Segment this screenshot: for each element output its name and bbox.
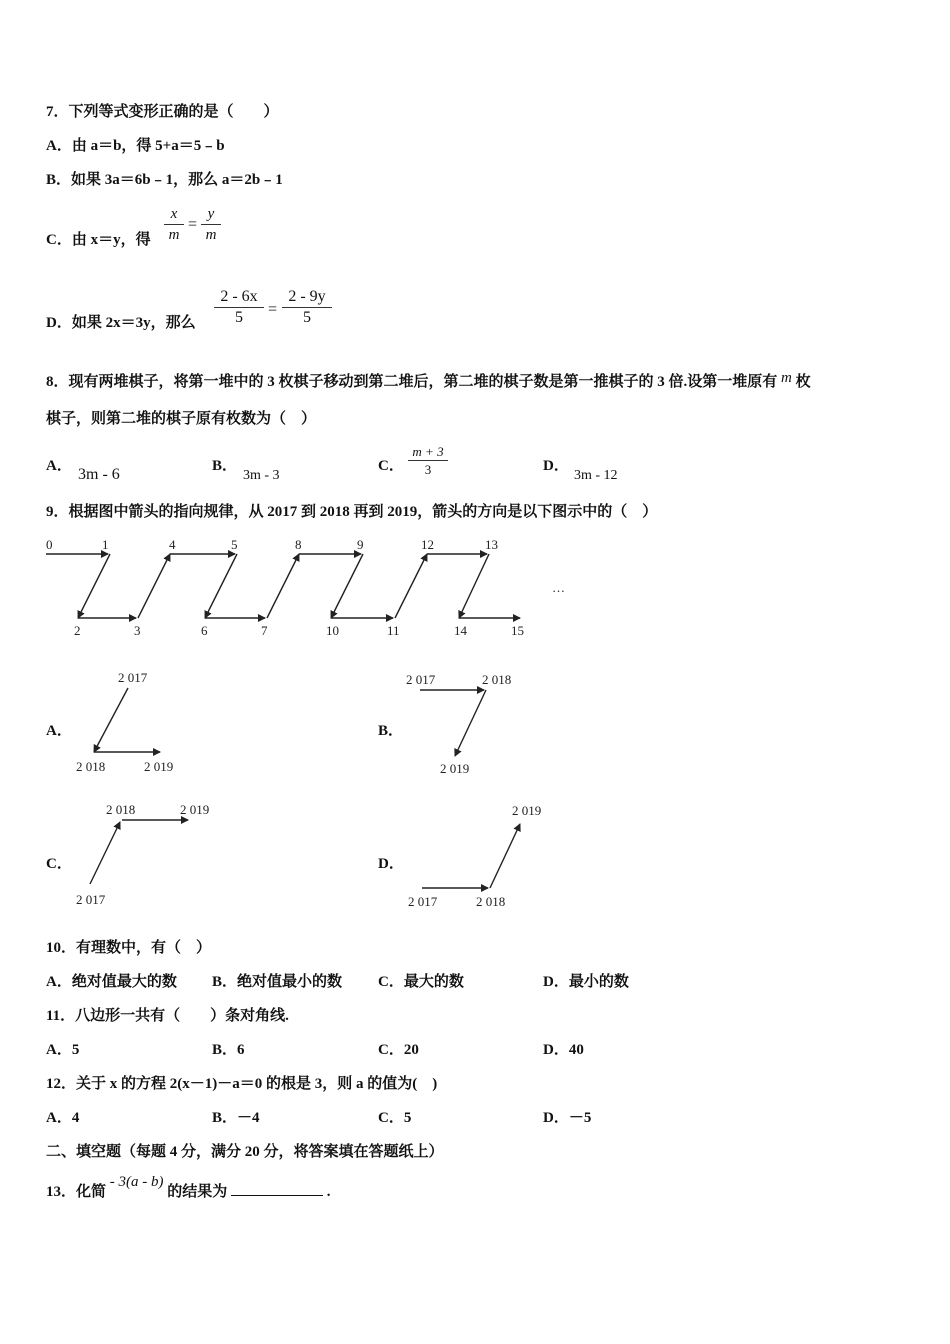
q10-option-c: C．最大的数 <box>378 974 464 990</box>
q7-stem: 7．下列等式变形正确的是（ ） <box>46 104 279 120</box>
q12-option-c: C．5 <box>378 1110 412 1126</box>
q9-option-c-label: C． <box>46 856 72 872</box>
q12-stem: 12．关于 x 的方程 2(x－1)－a＝0 的根是 3，则 a 的值为( ) <box>46 1076 438 1092</box>
seq-label-1: 1 <box>102 537 109 552</box>
q13-end: . <box>326 1184 331 1200</box>
q7-d-right-fraction <box>282 287 332 328</box>
label-2018: 2 018 <box>106 802 136 817</box>
seq-label-12: 12 <box>421 537 434 552</box>
q9-option-b-label: B． <box>378 723 404 739</box>
q8-stem-line1 <box>46 370 811 391</box>
seq-label-6: 6 <box>201 623 208 638</box>
q9-option-a-label: A． <box>46 723 72 739</box>
seq-label-5: 5 <box>231 537 238 552</box>
q7-option-d: D．如果 2x＝3y，那么 <box>46 315 196 331</box>
q9-option-d-diagram <box>400 798 570 913</box>
section-heading-fill-in: 二、填空题（每题 4 分，满分 20 分，将答案填在答题纸上） <box>46 1144 444 1160</box>
fraction-numerator: x <box>170 206 178 222</box>
fraction-numerator: m + 3 <box>412 444 444 459</box>
q10-stem: 10．有理数中，有（ ） <box>46 940 212 956</box>
q13-suffix: 的结果为 <box>167 1184 228 1200</box>
q10-option-a: A．绝对值最大的数 <box>46 974 177 990</box>
q8-stem-line2: 棋子，则第二堆的棋子原有枚数为（ ） <box>46 411 317 427</box>
q11-option-b: B．6 <box>212 1042 245 1058</box>
seq-label-2: 2 <box>74 623 81 638</box>
label-2018: 2 018 <box>482 672 512 687</box>
q8-option-b: 3m - 3 <box>243 468 280 483</box>
q13-prefix: 13．化简 <box>46 1184 107 1200</box>
seq-label-4: 4 <box>169 537 176 552</box>
q7-option-a: A．由 a＝b，得 5+a＝5﹣b <box>46 138 225 154</box>
q7-c-left-fraction <box>164 204 184 245</box>
label-2017: 2 017 <box>76 892 106 907</box>
q9-option-b-diagram <box>400 668 540 778</box>
q10-option-d: D．最小的数 <box>543 974 629 990</box>
seq-label-10: 10 <box>326 623 339 638</box>
seq-label-14: 14 <box>454 623 467 638</box>
q8-stem-tail: 枚 <box>795 374 811 390</box>
seq-label-3: 3 <box>134 623 141 638</box>
q9-arrow-sequence-diagram <box>40 532 620 642</box>
seq-label-15: 15 <box>511 623 524 638</box>
q8-variable: m <box>781 370 792 386</box>
label-2017: 2 017 <box>118 670 148 685</box>
q9-option-d-label: D． <box>378 856 404 872</box>
fraction-numerator: y <box>207 206 215 222</box>
q11-option-d: D．40 <box>543 1042 584 1058</box>
label-2019: 2 019 <box>440 761 470 776</box>
q11-option-c: C．20 <box>378 1042 419 1058</box>
q8-option-d: 3m - 12 <box>574 468 618 483</box>
q9-option-c-diagram <box>70 798 230 908</box>
seq-label-11: 11 <box>387 623 400 638</box>
q7-option-c: C．由 x＝y，得 <box>46 232 151 248</box>
q9-option-a-diagram <box>70 668 200 778</box>
q13-expression: - 3(a - b) <box>109 1174 164 1190</box>
label-2019: 2 019 <box>144 759 174 774</box>
fraction-denominator: m <box>205 227 217 243</box>
label-2017: 2 017 <box>408 894 438 909</box>
q12-option-d: D．－5 <box>543 1110 592 1126</box>
q10-option-b: B．绝对值最小的数 <box>212 974 343 990</box>
q8-option-c-fraction <box>408 443 448 478</box>
seq-label-13: 13 <box>485 537 498 552</box>
q8-stem-text: 8．现有两堆棋子，将第一堆中的 3 枚棋子移动到第二堆后，第二堆的棋子数是第一推棋子的 3 倍.设第一堆原有 <box>46 374 778 390</box>
fraction-denominator: 3 <box>424 462 432 477</box>
label-2019: 2 019 <box>512 803 542 818</box>
q12-option-a: A．4 <box>46 1110 80 1126</box>
q12-option-b: B．－4 <box>212 1110 260 1126</box>
seq-label-7: 7 <box>261 623 268 638</box>
q11-stem: 11．八边形一共有（ ）条对角线. <box>46 1008 289 1024</box>
seq-ellipsis: … <box>552 580 565 595</box>
fraction-denominator: 5 <box>235 309 243 326</box>
seq-label-0: 0 <box>46 537 53 552</box>
label-2018: 2 018 <box>76 759 106 774</box>
label-2019: 2 019 <box>180 802 210 817</box>
q8-option-b-label: B． <box>212 458 238 474</box>
q11-option-a: A．5 <box>46 1042 80 1058</box>
q8-option-c-label: C． <box>378 458 404 474</box>
q7-c-right-fraction <box>201 204 221 245</box>
q13-answer-blank[interactable] <box>231 1181 323 1196</box>
q9-stem: 9．根据图中箭头的指向规律，从 2017 到 2018 再到 2019，箭头的方向是以下图示中的（ ） <box>46 504 658 520</box>
q13-stem <box>46 1174 331 1201</box>
q7-d-left-fraction <box>214 287 264 328</box>
q8-option-d-label: D． <box>543 458 569 474</box>
fraction-denominator: 5 <box>303 309 311 326</box>
seq-label-9: 9 <box>357 537 364 552</box>
fraction-numerator: 2 - 6x <box>220 288 258 305</box>
label-2018: 2 018 <box>476 894 506 909</box>
seq-label-8: 8 <box>295 537 302 552</box>
q7-option-b: B．如果 3a＝6b﹣1，那么 a＝2b﹣1 <box>46 172 283 188</box>
fraction-numerator: 2 - 9y <box>288 288 326 305</box>
q8-option-a: 3m - 6 <box>78 466 120 483</box>
fraction-denominator: m <box>168 227 180 243</box>
q8-option-a-label: A． <box>46 458 72 474</box>
label-2017: 2 017 <box>406 672 436 687</box>
